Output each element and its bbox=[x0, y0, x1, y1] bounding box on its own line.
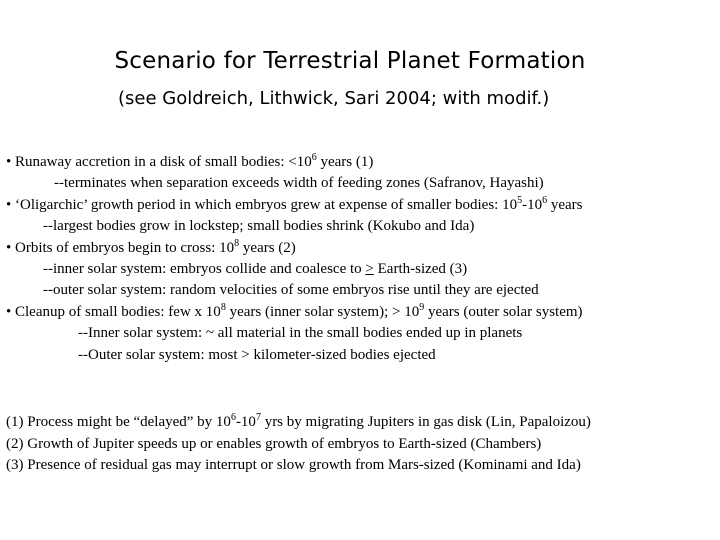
slide-subtitle: (see Goldreich, Lithwick, Sari 2004; with modif.) bbox=[118, 88, 550, 109]
exponent: 6 bbox=[542, 194, 548, 206]
text: --inner solar system: embryos collide and coalesce to bbox=[43, 261, 366, 278]
bullet-cleanup bbox=[6, 302, 718, 323]
text: years (2) bbox=[239, 239, 296, 256]
footnote-1 bbox=[6, 412, 718, 434]
footnote-3: (3) Presence of residual gas may interrupt or slow growth from Mars-sized (Kominami and Ida) bbox=[6, 457, 581, 474]
sub-bullet-outer-solar-system: --outer solar system: random velocities of some embryos rise until they are ejected bbox=[43, 282, 539, 299]
text: Earth-sized (3) bbox=[373, 261, 468, 278]
text: -10 bbox=[522, 196, 543, 213]
bullet-orbits-cross bbox=[6, 238, 718, 259]
exponent: 8 bbox=[220, 301, 226, 313]
bullet-list bbox=[6, 152, 718, 366]
text: years (outer solar system) bbox=[424, 303, 583, 320]
text: • Cleanup of small bodies: few x 10 bbox=[6, 303, 221, 320]
text: years (inner solar system); > 10 bbox=[225, 303, 420, 320]
sub-bullet-outer-ejected: --Outer solar system: most > kilometer-sized bodies ejected bbox=[78, 346, 436, 363]
sub-bullet-inner-material: --Inner solar system: ~ all material in the small bodies ended up in planets bbox=[78, 325, 523, 342]
text: • Orbits of embryos begin to cross: 10 bbox=[6, 239, 235, 256]
exponent: 8 bbox=[234, 237, 240, 249]
slide-title: Scenario for Terrestrial Planet Formation bbox=[114, 48, 586, 74]
text: -10 bbox=[235, 414, 256, 430]
footnote-2: (2) Growth of Jupiter speeds up or enables growth of embryos to Earth-sized (Chambers) bbox=[6, 435, 542, 452]
text: • Runaway accretion in a disk of small bodies: <10 bbox=[6, 154, 312, 170]
underlined-symbol: > bbox=[365, 261, 374, 278]
exponent: 9 bbox=[419, 301, 425, 313]
exponent: 5 bbox=[517, 194, 523, 206]
bullet-oligarchic-growth bbox=[6, 195, 718, 216]
text: (1) Process might be “delayed” by 10 bbox=[6, 414, 231, 430]
sub-bullet-lockstep: --largest bodies grow in lockstep; small bodies shrink (Kokubo and Ida) bbox=[43, 218, 475, 235]
exponent: 6 bbox=[230, 412, 236, 423]
bullet-runaway-accretion bbox=[6, 152, 718, 173]
text: yrs by migrating Jupiters in gas disk (Lin, Papaloizou) bbox=[260, 414, 591, 430]
sub-bullet-terminates: --terminates when separation exceeds width of feeding zones (Safranov, Hayashi) bbox=[54, 175, 544, 192]
text: • ‘Oligarchic’ growth period in which embryos grew at expense of smaller bodies: 10 bbox=[6, 196, 518, 213]
footnotes bbox=[6, 412, 718, 477]
sub-bullet-inner-solar-system bbox=[6, 259, 718, 280]
text: years (1) bbox=[316, 154, 374, 170]
exponent: 7 bbox=[255, 412, 261, 423]
exponent: 6 bbox=[311, 152, 317, 163]
text: years bbox=[547, 196, 583, 213]
